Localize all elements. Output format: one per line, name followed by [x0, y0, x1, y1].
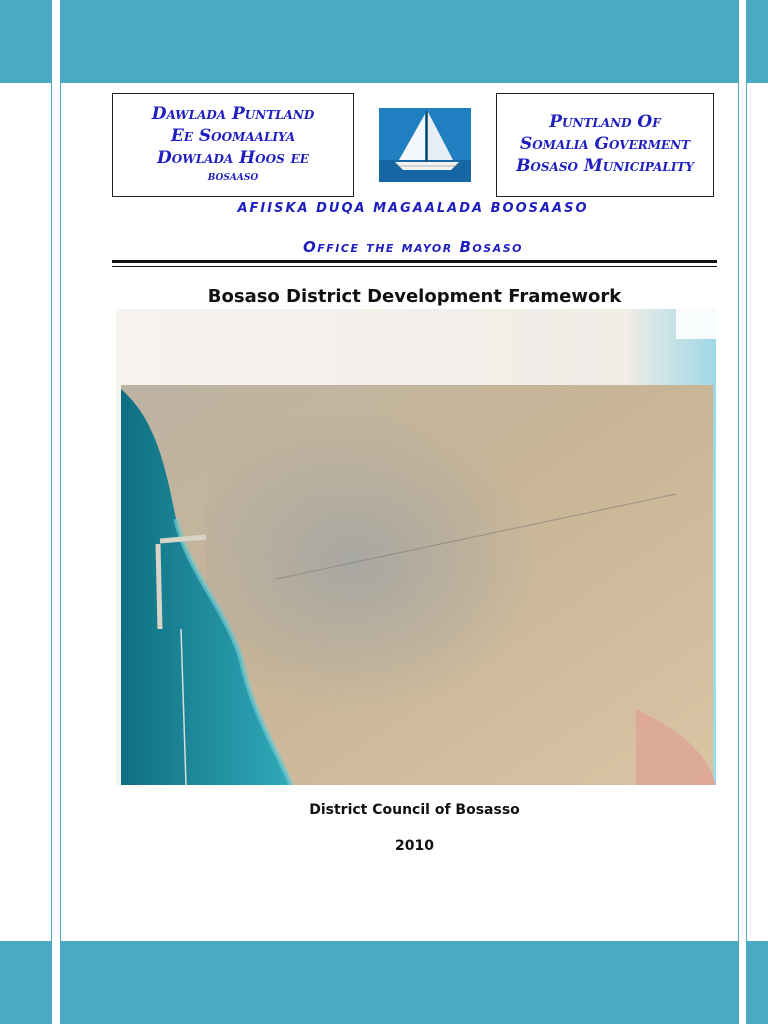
sailboat-icon: [379, 108, 471, 182]
header-somali-box: [112, 93, 354, 197]
office-somali-text: AFIISKA DUQA MAGAALADA BOOSAASO: [237, 201, 589, 216]
header-right-line-3: Bosaso Municipality: [516, 155, 694, 176]
header-right-line-1: Puntland Of: [549, 112, 661, 133]
header-left-line-1: Dawlada Puntland: [151, 104, 315, 125]
header-english-box: [496, 93, 714, 197]
frame-line-1: [51, 0, 52, 1024]
cover-page: [61, 0, 738, 1024]
municipality-logo: [359, 93, 491, 197]
document-title: Bosaso District Development Framework: [207, 286, 622, 307]
office-english-text: Office the mayor Bosaso: [303, 238, 523, 256]
header-left-line-2: Ee Soomaaliya: [170, 125, 296, 146]
header-rule-thick: [112, 260, 717, 263]
bottom-band-right: [747, 941, 768, 1024]
header-left-line-3: Dowlada Hoos ee: [157, 147, 309, 168]
frame-line-3: [738, 0, 739, 1024]
district-council-text: District Council of Bosasso: [309, 802, 520, 818]
aerial-photo-bosaso: [116, 309, 716, 785]
frame-line-4: [746, 0, 747, 1024]
document-year: 2010: [395, 838, 434, 854]
header-rule-thin: [112, 266, 717, 267]
header-left-line-4: bosaaso: [207, 169, 259, 185]
top-band-left: [0, 0, 52, 83]
bottom-band-left: [0, 941, 52, 1024]
header-right-line-2: Somalia Goverment: [519, 134, 691, 155]
top-band-right: [747, 0, 768, 83]
